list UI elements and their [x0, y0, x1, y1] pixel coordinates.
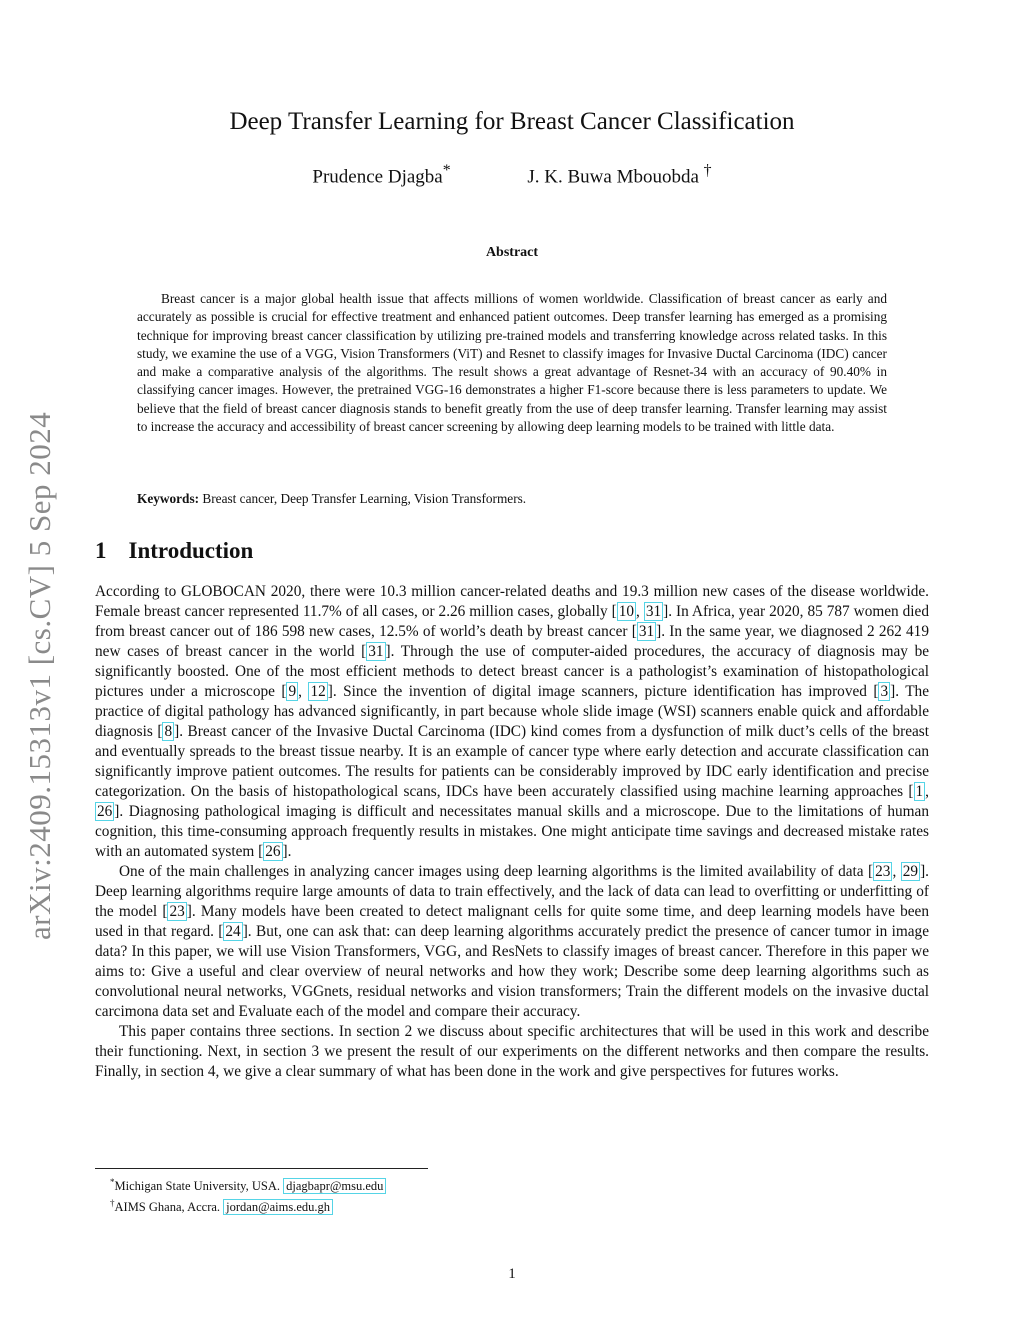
citation-link[interactable]: 9 [288, 683, 297, 700]
footnotes [110, 1174, 386, 1216]
intro-paragraph [95, 582, 929, 862]
citation-link[interactable]: 23 [169, 903, 185, 920]
text-run: ]. In the same year, we diagnosed 2 262 419 new cases of breast cancer in the world [ [95, 623, 929, 660]
text-run: , [892, 863, 901, 880]
author-list [0, 162, 1024, 188]
email-link[interactable]: djagbapr@msu.edu [283, 1178, 386, 1194]
keywords [137, 491, 897, 507]
paper-title: Deep Transfer Learning for Breast Cancer Classification [229, 108, 795, 135]
arxiv-stamp: arXiv:2409.15313v1 [cs.CV] 5 Sep 2024 [22, 411, 57, 940]
text-run: According to GLOBOCAN 2020, there were 10.3 million cancer-related deaths and 19.3 million new cases of the disease worldwide. Female breast cancer represented 11.7% of all cases, or 2.26 million cases, globally [ [95, 583, 929, 620]
citation-link[interactable]: 12 [310, 683, 326, 700]
author-name: Prudence Djagba [312, 166, 443, 188]
introduction-body [95, 582, 929, 1082]
author-footnote-mark[interactable]: * [442, 162, 451, 179]
abstract-text: Breast cancer is a major global health issue that affects millions of women worldwide. Classification of breast cancer as early and accurately as possible is crucial for effective treatment and enhanced patient outcomes. Deep transfer learning has emerged as a promising technique for improving breast cancer classification by utilizing pre-trained models and transferring knowledge across related tasks. In this study, we examine the use of a VGG, Vision Transformers (ViT) and Resnet to classify images for Invasive Ductal Carcinoma (IDC) cancer and make a comparative analysis of the algorithms. The result shows a great advantage of Resnet-34 with an accuracy of 90.40% in classifying cancer images. However, the pretrained VGG-16 demonstrates a higher F1-score because there is less parameters to update. We believe that the field of breast cancer diagnosis stands to benefit greatly from the use of deep transfer learning. Transfer learning may assist to increase the accuracy and accessibility of breast cancer screening by allowing deep learning models to be trained with little data. [137, 291, 887, 435]
page-number: 1 [508, 1266, 516, 1282]
citation-link[interactable]: 24 [225, 923, 241, 940]
text-run: ]. Through the use of computer-aided procedures, the accuracy of diagnosis may be significantly boosted. One of the most efficient methods to detect breast cancer is a pathologist’s examination of histopathological pictures under a microscope [ [95, 643, 930, 700]
footnote-text: Michigan State University, USA. [114, 1179, 284, 1194]
section-title: Introduction [128, 538, 254, 563]
author-footnote-mark[interactable]: † [703, 162, 712, 179]
intro-paragraph [95, 862, 929, 1022]
text-run: ]. [282, 843, 292, 860]
text-run: ]. Deep learning algorithms require large amounts of data to train effectively, and the lack of data can lead to overfitting or underfitting of the model [ [95, 863, 929, 920]
text-run: ]. Many models have been created to detect malignant cells for quite some time, and deep learning models have been used in that regard. [ [95, 903, 929, 940]
text-run: ]. Diagnosing pathological imaging is difficult and necessitates manual skills and a microscope. Due to the limitations of human cognition, this time-consuming approach frequently results in mistakes. One might anticipate time savings and decreased mistake rates with an automated system [ [95, 803, 929, 860]
text-run: ]. Breast cancer of the Invasive Ductal Carcinoma (IDC) kind comes from a dysfunction of milk duct’s cells of the breast and eventually spreads to the breast tissue nearby. It is an example of cancer type where early detection and accurate classification can significantly improve patient outcomes. The results for patients can be considerably improved by IDC early identification and precise categorization. On the basis of histopathological scans, IDCs have been accurately classified using machine learning approaches [ [95, 723, 929, 800]
text-run: One of the main challenges in analyzing cancer images using deep learning algorithms is the limited availability of data [ [119, 863, 874, 880]
text-run: , [636, 603, 644, 620]
citation-link[interactable]: 10 [618, 603, 635, 620]
abstract-heading: Abstract [485, 245, 539, 260]
citation-link[interactable]: 23 [875, 863, 891, 880]
citation-link[interactable]: 1 [915, 783, 924, 800]
intro-paragraph [95, 1022, 929, 1082]
citation-link[interactable]: 31 [638, 623, 655, 640]
footnote-mark: * [110, 1177, 115, 1187]
text-run: , [298, 683, 309, 700]
footnote-1 [110, 1174, 386, 1195]
text-run: , [925, 783, 929, 800]
citation-link[interactable]: 8 [164, 723, 173, 740]
footnote-text: AIMS Ghana, Accra. [114, 1200, 224, 1215]
text-run: ]. But, one can ask that: can deep learning algorithms accurately predict the presence of cancer tumor in image data? In this paper, we will use Vision Transformers, VGG, and ResNets to classify images of breast cancer. Therefore in this paper we aims to: Give a useful and clear overview of neural networks and how they work; Describe some deep learning algorithms such as convolutional neural networks, VGGnets, residual networks and vision transformers; Train the different models on the invasive ductal carcimona data set and Evaluate each of the model and compare their accuracy. [95, 923, 929, 1020]
citation-link[interactable]: 29 [902, 863, 919, 880]
author-2 [527, 162, 711, 188]
text-run: This paper contains three sections. In section 2 we discuss about specific architectures that will be used in this work and describe their functioning. Next, in section 3 we present the result of our experiments on the different networks and then compare the results. Finally, in section 4, we give a clear summary of what has been done in the work and give perspectives for futures works. [95, 1023, 929, 1080]
keywords-label: Keywords: [137, 491, 200, 506]
keywords-text: Breast cancer, Deep Transfer Learning, Vision Transformers. [202, 491, 527, 506]
citation-link[interactable]: 26 [97, 803, 113, 820]
section-heading [95, 538, 253, 564]
footnote-divider [95, 1168, 428, 1169]
email-link[interactable]: jordan@aims.edu.gh [223, 1199, 333, 1215]
footnote-mark: † [110, 1198, 115, 1209]
citation-link[interactable]: 31 [645, 603, 662, 620]
section-number: 1 [95, 538, 107, 563]
author-1 [312, 162, 450, 188]
citation-link[interactable]: 3 [880, 683, 889, 700]
citation-link[interactable]: 31 [368, 643, 384, 660]
author-name: J. K. Buwa Mbouobda [527, 166, 699, 188]
citation-link[interactable]: 26 [265, 843, 281, 860]
text-run: ]. The practice of digital pathology has advanced significantly, in part because whole slide image (WSI) scanners enable quick and affordable diagnosis [ [95, 683, 929, 740]
text-run: ]. Since the invention of digital image scanners, picture identification has improved [ [327, 683, 879, 700]
footnote-2 [110, 1195, 386, 1216]
text-run: ]. In Africa, year 2020, 85 787 women died from breast cancer out of 186 598 new cases, 12.5% of world’s death by breast cancer [ [95, 603, 929, 640]
